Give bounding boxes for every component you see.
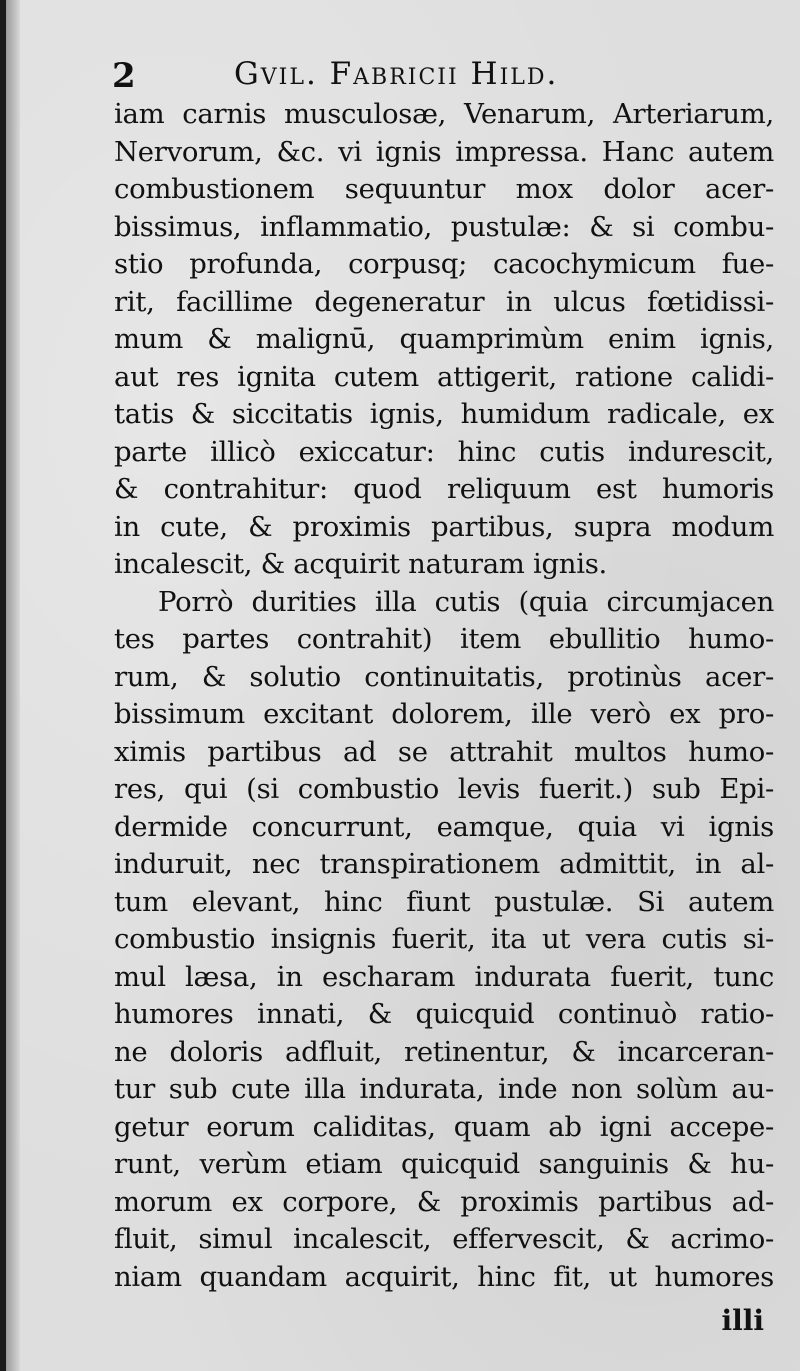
text-line: morum ex corpore, & proximis partibus ad- (114, 1185, 774, 1218)
text-line: tatis & siccitatis ignis, humidum radicale, ex (114, 398, 774, 430)
text-line: rit, facillime degeneratur in ulcus fœtidissi- (114, 285, 774, 318)
text-line: incalescit, & acquirit naturam ignis. (114, 548, 607, 580)
text-line: tum elevant, hinc fiunt pustulæ. Si autem (114, 885, 774, 918)
book-page (6, 0, 800, 1371)
text-line: dermide concurrunt, eamque, quia vi ignis (114, 810, 774, 843)
text-line: runt, verùm etiam quicquid sanguinis & hu- (114, 1148, 774, 1180)
text-line: Porrò durities illa cutis (quia circumjacen (158, 585, 774, 618)
text-line: in cute, & proximis partibus, supra modum (114, 510, 774, 543)
body-text (114, 96, 774, 1296)
text-line: mul læsa, in escharam indurata fuerit, tunc (114, 960, 774, 993)
text-line: ne doloris adfluit, retinentur, & incarceran- (114, 1035, 774, 1068)
text-line: stio profunda, corpusq; cacochymicum fue- (114, 248, 774, 280)
text-line: res, qui (si combustio levis fuerit.) sub Epi- (114, 773, 774, 805)
text-line: bissimus, inflammatio, pustulæ: & si combu- (114, 210, 774, 243)
text-line: mum & malignū, quamprimùm enim ignis, (114, 323, 774, 355)
page-header (112, 50, 772, 96)
text-line: tes partes contrahit) item ebullitio humo- (114, 623, 774, 655)
text-line: iam carnis musculosæ, Venarum, Arteriarum, (114, 98, 774, 130)
text-line: induruit, nec transpirationem admittit, in al- (114, 848, 774, 880)
text-line: Nervorum, &c. vi ignis impressa. Hanc autem (114, 135, 774, 168)
text-line: combustio insignis fuerit, ita ut vera cutis si- (114, 923, 774, 955)
text-line: getur eorum caliditas, quam ab igni accepe- (114, 1110, 774, 1143)
text-line: aut res ignita cutem attigerit, ratione calidi- (114, 360, 774, 393)
text-line: humores innati, & quicquid continuò ratio- (114, 998, 774, 1030)
text-line: fluit, simul incalescit, effervescit, & acrimo- (114, 1223, 774, 1255)
text-line: rum, & solutio continuitatis, protinùs acer- (114, 660, 774, 693)
text-line: combustionem sequuntur mox dolor acer- (114, 173, 774, 205)
page-gutter-edge (6, 0, 20, 1371)
page-number: 2 (112, 56, 136, 96)
text-line: parte illicò exiccatur: hinc cutis indurescit, (114, 435, 774, 468)
running-head: Gvil. Fabricii Hild. (234, 56, 559, 92)
text-line: bissimum excitant dolorem, ille verò ex pro- (114, 698, 774, 730)
catchword: illi (721, 1304, 764, 1337)
text-line: ximis partibus ad se attrahit multos humo- (114, 735, 774, 768)
text-line: & contrahitur: quod reliquum est humoris (114, 473, 774, 505)
text-line: niam quandam acquirit, hinc fit, ut humores (114, 1260, 774, 1293)
text-line: tur sub cute illa indurata, inde non solùm au- (114, 1073, 774, 1105)
